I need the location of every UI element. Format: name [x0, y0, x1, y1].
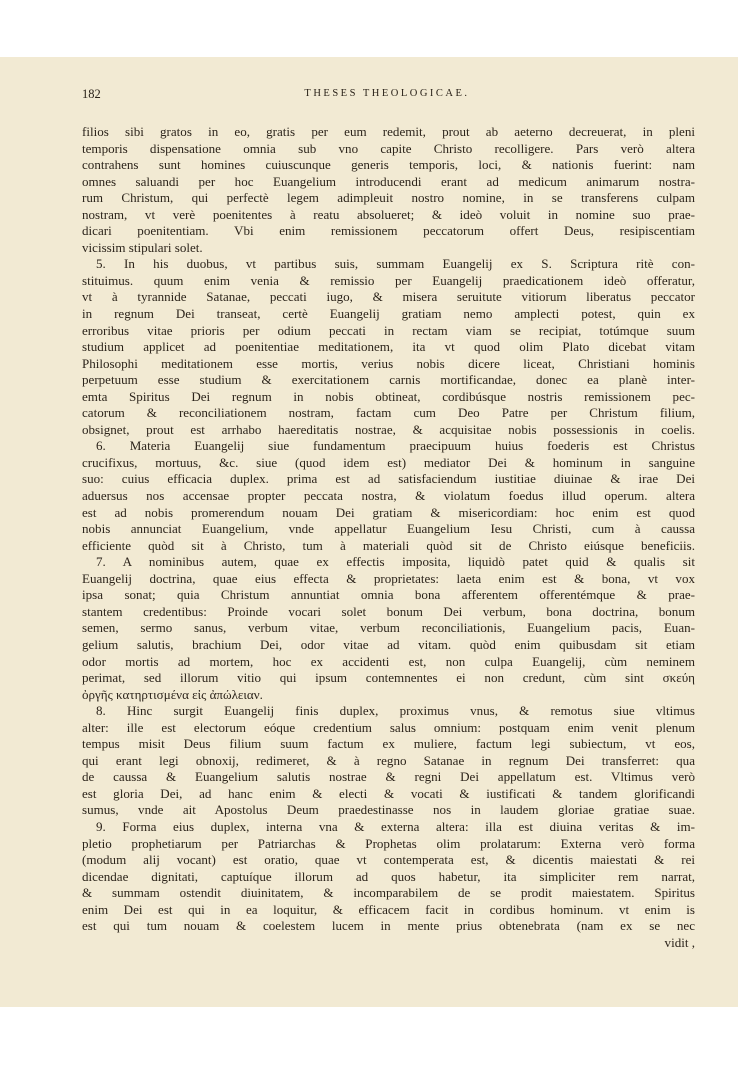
text-line: est ad nobis promerendum nouam Dei gratiam & misericordiam: hoc enim est quod	[82, 504, 695, 520]
text-line: ipsa sonat; quia Christum annuntiat omnia bona afferentem offerentémque & prae-	[82, 587, 695, 603]
text-line: 7. A nominibus autem, quae ex effectis imposita, liquidò patet quid & qualis sit	[96, 554, 695, 570]
text-line: erroribus vitae prioris per odium peccati in rectam viam se recipiat, totúmque suum	[82, 322, 695, 338]
text-line: omnes saluandi per hoc Euangelium introducendi erant ad medicum animarum nostra-	[82, 173, 695, 189]
text-line: est gloria Dei, ad hanc enim & electi & vocati & iustificati & tandem glorificandi	[82, 785, 695, 801]
text-line: ὀργῆς κατηρτισμένα εἰς ἀπώλειαν.	[82, 686, 263, 702]
text-line: qui erant legi obnoxij, redimeret, & à regno Satanae in regnum Dei transferret: qua	[82, 752, 695, 768]
text-line: emta Spiritus Dei regnum in nobis obtineat, cordibúsque nostris remissionem pec-	[82, 388, 695, 404]
text-line: in regnum Dei transeat, certè Euangelij gratiam nemo amplecti potest, quin ex	[82, 306, 695, 322]
text-line: & summam ostendit diuinitatem, & incomparabilem de se prodit maiestatem. Spiritus	[82, 885, 695, 901]
text-line: est qui tum nouam & coelestem lucem in mente prius obtenebrata (nam ex se nec	[82, 918, 695, 934]
running-head: THESES THEOLOGICAE.	[304, 88, 470, 99]
page-number: 182	[82, 87, 101, 101]
text-line: 8. Hinc surgit Euangelij finis duplex, proximus vnus, & remotus siue vltimus	[96, 703, 695, 719]
text-line: enim Dei est qui in ea loquitur, & efficacem facit in cordibus hominum. vt enim is	[82, 901, 695, 917]
text-line: dicendae dignitati, captuíque illorum ad quos habetur, ita simpliciter rem narrat,	[82, 868, 695, 884]
text-line: pletio prophetiarum per Patriarchas & Prophetas olim prolatarum: Externa verò forma	[82, 835, 695, 851]
text-line: odor mortis ad mortem, hoc ex accidenti est, non culpa Euangelij, cùm neminem	[82, 653, 695, 669]
text-line: (modum alij vocant) est oratio, quae vt contemperata est, & dicentis maiestati & rei	[82, 852, 695, 868]
text-line: efficiente quòd sit à Christo, tum à materiali quòd sit de Christo eiúsque beneficiis.	[82, 537, 695, 553]
text-line: filios sibi gratos in eo, gratis per eum redemit, prout ab aeterno decreuerat, in pleni	[82, 124, 695, 139]
text-line: sumus, vnde ait Apostolus Deum praedestinasse nos in laudem gloriae gratiae suae.	[82, 802, 695, 818]
text-line: 5. In his duobus, vt partibus suis, summam Euangelij ex S. Scriptura ritè con-	[96, 256, 695, 272]
text-line: suo: cuius efficacia duplex. prima est ad satisfaciendum iustitiae diuinae & irae Dei	[82, 471, 695, 487]
page-header	[82, 87, 692, 107]
text-line: temporis dispensatione omnia sub vno capite Christo recolligere. Pars verò altera	[82, 140, 695, 156]
text-line: studium applicet ad poenitentiae meditationem, ita vt quod olim Plato dicebat vitam	[82, 339, 695, 355]
book-page	[0, 57, 738, 1007]
text-line: nostram, vt verè poenitentes à reatu absolueret; & ideò voluit in nomine suo prae-	[82, 206, 695, 222]
text-line: semen, sermo sanus, verbum vitae, verbum reconciliationis, Euangelium pacis, Euan-	[82, 620, 695, 636]
text-line: vicissim stipulari solet.	[82, 239, 203, 255]
text-line: obsignet, prout est arrhabo haereditatis nostrae, & acquisitae nobis possessionis in coelis.	[82, 421, 695, 437]
text-line: rum Christum, qui perfectè legem adimpleuit nostro nomine, in se transferens culpam	[82, 190, 695, 206]
text-line: aduersus nos accensae propter peccata nostra, & violatum foedus illud operum. altera	[82, 488, 695, 504]
text-line: 6. Materia Euangelij siue fundamentum praecipuum huius foederis est Christus	[96, 438, 695, 454]
body-text	[82, 124, 695, 951]
text-line: contrahens sunt homines cuiuscunque generis temporis, loci, & nationis fuerint: nam	[82, 157, 695, 173]
text-line: vidit ,	[664, 934, 695, 950]
text-line: gelium salutis, brachium Dei, odor vitae ad vitam. quòd enim quibusdam sit etiam	[82, 636, 695, 652]
text-line: Philosophi meditationem esse mortis, verius nobis dicere liceat, Christiani hominis	[82, 355, 695, 371]
text-line: alter: ille est electorum eóque credentium salus omnium: postquam enim venit plenum	[82, 719, 695, 735]
text-line: de caussa & Euangelium salutis nostrae & regni Dei appellatum est. Vltimus verò	[82, 769, 695, 785]
text-line: Euangelij doctrina, quae eius effecta & proprietates: laeta enim est & bona, vt vox	[82, 570, 695, 586]
text-line: nobis annunciat Euangelium, vnde appellatur Euangelium Iesu Christi, cum à caussa	[82, 521, 695, 537]
text-line: perpetuum esse studium & exercitationem carnis mortificandae, donec ea planè inter-	[82, 372, 695, 388]
text-line: 9. Forma eius duplex, interna vna & externa altera: illa est diuina veritas & im-	[96, 818, 695, 834]
text-line: vt à tyrannide Satanae, peccati iugo, & misera seruitute vitiorum liberatus peccator	[82, 289, 695, 305]
text-line: stantem credentibus: Proinde vocari solet bonum Dei verbum, bona doctrina, bonum	[82, 603, 695, 619]
text-line: catorum & reconciliationem nostram, factam cum Deo Patre per Christum filium,	[82, 405, 695, 421]
text-line: stituimus. quum enim venia & remissio per Euangelij praedicationem ideò offeratur,	[82, 272, 695, 288]
text-line: tempus misit Deus filium suum factum ex muliere, factum legi subiectum, vt eos,	[82, 736, 695, 752]
text-line: perimat, sed illorum vitio qui ipsum contemnentes ei non credunt, cùm sint σκεύη	[82, 670, 695, 686]
text-line: crucifixus, mortuus, &c. siue (quod idem est) mediator Dei & hominum in sanguine	[82, 454, 695, 470]
text-line: dicari poenitentiam. Vbi enim remissionem peccatorum offert Deus, resipiscentiam	[82, 223, 695, 239]
